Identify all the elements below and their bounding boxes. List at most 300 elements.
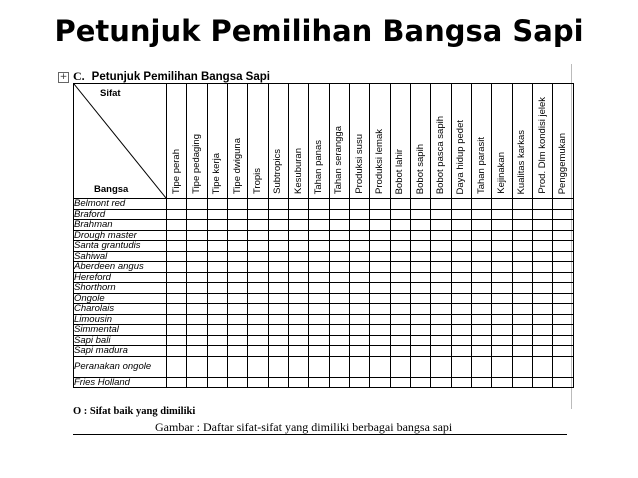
trait-cell[interactable] — [390, 262, 410, 273]
trait-cell[interactable] — [492, 241, 512, 252]
trait-cell[interactable] — [553, 314, 574, 325]
trait-cell[interactable] — [492, 262, 512, 273]
trait-cell[interactable] — [187, 377, 207, 388]
trait-cell[interactable] — [166, 230, 186, 241]
trait-cell[interactable] — [248, 220, 268, 231]
trait-cell[interactable] — [553, 356, 574, 377]
trait-cell[interactable] — [472, 377, 492, 388]
trait-cell[interactable] — [410, 283, 430, 294]
trait-cell[interactable] — [227, 304, 247, 315]
trait-cell[interactable] — [492, 314, 512, 325]
trait-cell[interactable] — [166, 314, 186, 325]
trait-cell[interactable] — [410, 314, 430, 325]
trait-cell[interactable] — [349, 346, 369, 357]
trait-cell[interactable] — [451, 356, 471, 377]
trait-cell[interactable] — [472, 283, 492, 294]
trait-cell[interactable] — [248, 356, 268, 377]
trait-cell[interactable] — [166, 325, 186, 336]
trait-cell[interactable] — [207, 199, 227, 210]
trait-cell[interactable] — [349, 262, 369, 273]
trait-cell[interactable] — [166, 346, 186, 357]
trait-cell[interactable] — [410, 304, 430, 315]
trait-cell[interactable] — [227, 293, 247, 304]
trait-cell[interactable] — [227, 283, 247, 294]
trait-cell[interactable] — [349, 335, 369, 346]
trait-cell[interactable] — [309, 356, 329, 377]
trait-cell[interactable] — [553, 241, 574, 252]
trait-cell[interactable] — [248, 251, 268, 262]
trait-cell[interactable] — [431, 304, 451, 315]
trait-cell[interactable] — [492, 304, 512, 315]
trait-cell[interactable] — [248, 304, 268, 315]
trait-cell[interactable] — [472, 335, 492, 346]
trait-cell[interactable] — [370, 241, 390, 252]
trait-cell[interactable] — [309, 199, 329, 210]
trait-cell[interactable] — [451, 230, 471, 241]
trait-cell[interactable] — [553, 220, 574, 231]
trait-cell[interactable] — [492, 283, 512, 294]
trait-cell[interactable] — [227, 230, 247, 241]
trait-cell[interactable] — [553, 230, 574, 241]
trait-cell[interactable] — [227, 314, 247, 325]
trait-cell[interactable] — [451, 241, 471, 252]
trait-cell[interactable] — [553, 209, 574, 220]
trait-cell[interactable] — [268, 220, 288, 231]
trait-cell[interactable] — [512, 356, 532, 377]
trait-cell[interactable] — [390, 283, 410, 294]
trait-cell[interactable] — [329, 262, 349, 273]
trait-cell[interactable] — [451, 262, 471, 273]
trait-cell[interactable] — [349, 209, 369, 220]
trait-cell[interactable] — [166, 356, 186, 377]
trait-cell[interactable] — [329, 272, 349, 283]
trait-cell[interactable] — [512, 199, 532, 210]
trait-cell[interactable] — [268, 209, 288, 220]
trait-cell[interactable] — [370, 209, 390, 220]
trait-cell[interactable] — [329, 304, 349, 315]
trait-cell[interactable] — [187, 356, 207, 377]
trait-cell[interactable] — [166, 241, 186, 252]
trait-cell[interactable] — [492, 220, 512, 231]
trait-cell[interactable] — [370, 377, 390, 388]
trait-cell[interactable] — [349, 325, 369, 336]
trait-cell[interactable] — [410, 262, 430, 273]
trait-cell[interactable] — [472, 325, 492, 336]
trait-cell[interactable] — [492, 325, 512, 336]
trait-cell[interactable] — [288, 325, 308, 336]
trait-cell[interactable] — [472, 304, 492, 315]
trait-cell[interactable] — [390, 325, 410, 336]
trait-cell[interactable] — [533, 209, 553, 220]
trait-cell[interactable] — [533, 251, 553, 262]
trait-cell[interactable] — [553, 199, 574, 210]
trait-cell[interactable] — [390, 377, 410, 388]
trait-cell[interactable] — [207, 304, 227, 315]
trait-cell[interactable] — [329, 314, 349, 325]
trait-cell[interactable] — [370, 283, 390, 294]
trait-cell[interactable] — [390, 304, 410, 315]
trait-cell[interactable] — [248, 209, 268, 220]
trait-cell[interactable] — [329, 335, 349, 346]
trait-cell[interactable] — [288, 262, 308, 273]
trait-cell[interactable] — [166, 251, 186, 262]
trait-cell[interactable] — [451, 314, 471, 325]
trait-cell[interactable] — [166, 377, 186, 388]
trait-cell[interactable] — [370, 346, 390, 357]
trait-cell[interactable] — [248, 262, 268, 273]
trait-cell[interactable] — [512, 272, 532, 283]
trait-cell[interactable] — [349, 241, 369, 252]
trait-cell[interactable] — [390, 346, 410, 357]
trait-cell[interactable] — [492, 199, 512, 210]
trait-cell[interactable] — [268, 199, 288, 210]
trait-cell[interactable] — [207, 241, 227, 252]
trait-cell[interactable] — [553, 272, 574, 283]
trait-cell[interactable] — [329, 346, 349, 357]
trait-cell[interactable] — [309, 272, 329, 283]
trait-cell[interactable] — [533, 293, 553, 304]
trait-cell[interactable] — [329, 209, 349, 220]
trait-cell[interactable] — [410, 199, 430, 210]
trait-cell[interactable] — [187, 199, 207, 210]
trait-cell[interactable] — [390, 209, 410, 220]
trait-cell[interactable] — [512, 230, 532, 241]
trait-cell[interactable] — [431, 346, 451, 357]
trait-cell[interactable] — [309, 346, 329, 357]
trait-cell[interactable] — [512, 220, 532, 231]
trait-cell[interactable] — [472, 293, 492, 304]
trait-cell[interactable] — [268, 346, 288, 357]
trait-cell[interactable] — [166, 293, 186, 304]
trait-cell[interactable] — [512, 209, 532, 220]
trait-cell[interactable] — [370, 199, 390, 210]
trait-cell[interactable] — [268, 325, 288, 336]
trait-cell[interactable] — [309, 283, 329, 294]
trait-cell[interactable] — [309, 230, 329, 241]
trait-cell[interactable] — [533, 283, 553, 294]
trait-cell[interactable] — [410, 293, 430, 304]
trait-cell[interactable] — [207, 272, 227, 283]
trait-cell[interactable] — [207, 314, 227, 325]
trait-cell[interactable] — [288, 346, 308, 357]
trait-cell[interactable] — [451, 199, 471, 210]
trait-cell[interactable] — [492, 377, 512, 388]
trait-cell[interactable] — [431, 283, 451, 294]
trait-cell[interactable] — [268, 272, 288, 283]
trait-cell[interactable] — [309, 293, 329, 304]
trait-cell[interactable] — [187, 283, 207, 294]
trait-cell[interactable] — [553, 325, 574, 336]
trait-cell[interactable] — [288, 314, 308, 325]
trait-cell[interactable] — [451, 335, 471, 346]
trait-cell[interactable] — [207, 251, 227, 262]
trait-cell[interactable] — [533, 262, 553, 273]
trait-cell[interactable] — [248, 199, 268, 210]
trait-cell[interactable] — [187, 230, 207, 241]
trait-cell[interactable] — [472, 209, 492, 220]
trait-cell[interactable] — [329, 283, 349, 294]
trait-cell[interactable] — [492, 293, 512, 304]
trait-cell[interactable] — [431, 241, 451, 252]
trait-cell[interactable] — [329, 230, 349, 241]
trait-cell[interactable] — [207, 220, 227, 231]
trait-cell[interactable] — [553, 346, 574, 357]
trait-cell[interactable] — [288, 251, 308, 262]
trait-cell[interactable] — [349, 199, 369, 210]
trait-cell[interactable] — [431, 251, 451, 262]
trait-cell[interactable] — [248, 272, 268, 283]
trait-cell[interactable] — [431, 230, 451, 241]
trait-cell[interactable] — [472, 346, 492, 357]
trait-cell[interactable] — [553, 293, 574, 304]
trait-cell[interactable] — [451, 272, 471, 283]
trait-cell[interactable] — [349, 293, 369, 304]
trait-cell[interactable] — [390, 199, 410, 210]
trait-cell[interactable] — [431, 272, 451, 283]
trait-cell[interactable] — [329, 356, 349, 377]
trait-cell[interactable] — [227, 377, 247, 388]
trait-cell[interactable] — [227, 325, 247, 336]
trait-cell[interactable] — [370, 314, 390, 325]
trait-cell[interactable] — [268, 262, 288, 273]
trait-cell[interactable] — [431, 314, 451, 325]
trait-cell[interactable] — [288, 199, 308, 210]
trait-cell[interactable] — [370, 272, 390, 283]
trait-cell[interactable] — [288, 304, 308, 315]
trait-cell[interactable] — [187, 220, 207, 231]
trait-cell[interactable] — [309, 314, 329, 325]
trait-cell[interactable] — [472, 314, 492, 325]
trait-cell[interactable] — [492, 356, 512, 377]
trait-cell[interactable] — [227, 356, 247, 377]
trait-cell[interactable] — [227, 251, 247, 262]
trait-cell[interactable] — [187, 335, 207, 346]
trait-cell[interactable] — [166, 209, 186, 220]
trait-cell[interactable] — [390, 230, 410, 241]
trait-cell[interactable] — [187, 314, 207, 325]
trait-cell[interactable] — [472, 262, 492, 273]
trait-cell[interactable] — [288, 209, 308, 220]
trait-cell[interactable] — [451, 283, 471, 294]
trait-cell[interactable] — [390, 314, 410, 325]
trait-cell[interactable] — [288, 272, 308, 283]
trait-cell[interactable] — [309, 325, 329, 336]
trait-cell[interactable] — [451, 251, 471, 262]
trait-cell[interactable] — [207, 283, 227, 294]
trait-cell[interactable] — [512, 304, 532, 315]
trait-cell[interactable] — [166, 262, 186, 273]
trait-cell[interactable] — [410, 220, 430, 231]
trait-cell[interactable] — [349, 304, 369, 315]
trait-cell[interactable] — [268, 377, 288, 388]
trait-cell[interactable] — [410, 377, 430, 388]
trait-cell[interactable] — [309, 304, 329, 315]
trait-cell[interactable] — [431, 325, 451, 336]
trait-cell[interactable] — [187, 325, 207, 336]
trait-cell[interactable] — [533, 325, 553, 336]
trait-cell[interactable] — [553, 262, 574, 273]
trait-cell[interactable] — [472, 230, 492, 241]
trait-cell[interactable] — [187, 251, 207, 262]
trait-cell[interactable] — [207, 346, 227, 357]
trait-cell[interactable] — [349, 220, 369, 231]
trait-cell[interactable] — [370, 325, 390, 336]
trait-cell[interactable] — [431, 209, 451, 220]
trait-cell[interactable] — [288, 230, 308, 241]
trait-cell[interactable] — [227, 262, 247, 273]
trait-cell[interactable] — [472, 356, 492, 377]
trait-cell[interactable] — [268, 335, 288, 346]
trait-cell[interactable] — [410, 346, 430, 357]
trait-cell[interactable] — [207, 209, 227, 220]
trait-cell[interactable] — [207, 356, 227, 377]
trait-cell[interactable] — [451, 346, 471, 357]
trait-cell[interactable] — [309, 251, 329, 262]
trait-cell[interactable] — [533, 377, 553, 388]
trait-cell[interactable] — [553, 251, 574, 262]
trait-cell[interactable] — [166, 283, 186, 294]
trait-cell[interactable] — [166, 220, 186, 231]
trait-cell[interactable] — [309, 209, 329, 220]
trait-cell[interactable] — [410, 209, 430, 220]
trait-cell[interactable] — [533, 346, 553, 357]
trait-cell[interactable] — [431, 356, 451, 377]
trait-cell[interactable] — [349, 272, 369, 283]
trait-cell[interactable] — [309, 335, 329, 346]
trait-cell[interactable] — [309, 241, 329, 252]
trait-cell[interactable] — [248, 335, 268, 346]
trait-cell[interactable] — [166, 272, 186, 283]
trait-cell[interactable] — [451, 209, 471, 220]
trait-cell[interactable] — [410, 230, 430, 241]
trait-cell[interactable] — [533, 314, 553, 325]
trait-cell[interactable] — [329, 199, 349, 210]
trait-cell[interactable] — [268, 304, 288, 315]
trait-cell[interactable] — [268, 356, 288, 377]
trait-cell[interactable] — [431, 220, 451, 231]
trait-cell[interactable] — [410, 356, 430, 377]
trait-cell[interactable] — [533, 220, 553, 231]
trait-cell[interactable] — [431, 293, 451, 304]
trait-cell[interactable] — [187, 241, 207, 252]
trait-cell[interactable] — [288, 220, 308, 231]
trait-cell[interactable] — [207, 230, 227, 241]
trait-cell[interactable] — [227, 220, 247, 231]
trait-cell[interactable] — [451, 304, 471, 315]
trait-cell[interactable] — [329, 251, 349, 262]
trait-cell[interactable] — [390, 251, 410, 262]
trait-cell[interactable] — [492, 346, 512, 357]
trait-cell[interactable] — [329, 220, 349, 231]
trait-cell[interactable] — [370, 356, 390, 377]
trait-cell[interactable] — [268, 293, 288, 304]
trait-cell[interactable] — [268, 283, 288, 294]
trait-cell[interactable] — [227, 346, 247, 357]
trait-cell[interactable] — [512, 325, 532, 336]
trait-cell[interactable] — [553, 335, 574, 346]
trait-cell[interactable] — [288, 377, 308, 388]
trait-cell[interactable] — [533, 230, 553, 241]
trait-cell[interactable] — [533, 304, 553, 315]
trait-cell[interactable] — [410, 241, 430, 252]
trait-cell[interactable] — [533, 335, 553, 346]
trait-cell[interactable] — [492, 335, 512, 346]
trait-cell[interactable] — [227, 241, 247, 252]
trait-cell[interactable] — [370, 293, 390, 304]
trait-cell[interactable] — [533, 272, 553, 283]
trait-cell[interactable] — [207, 335, 227, 346]
trait-cell[interactable] — [166, 335, 186, 346]
trait-cell[interactable] — [166, 304, 186, 315]
trait-cell[interactable] — [349, 283, 369, 294]
trait-cell[interactable] — [309, 220, 329, 231]
trait-cell[interactable] — [187, 293, 207, 304]
trait-cell[interactable] — [512, 262, 532, 273]
move-handle-icon[interactable]: + — [59, 72, 68, 82]
trait-cell[interactable] — [268, 314, 288, 325]
trait-cell[interactable] — [492, 251, 512, 262]
trait-cell[interactable] — [390, 220, 410, 231]
trait-cell[interactable] — [349, 377, 369, 388]
trait-cell[interactable] — [370, 304, 390, 315]
trait-cell[interactable] — [390, 335, 410, 346]
trait-cell[interactable] — [207, 325, 227, 336]
trait-cell[interactable] — [329, 241, 349, 252]
trait-cell[interactable] — [512, 251, 532, 262]
trait-cell[interactable] — [288, 293, 308, 304]
trait-cell[interactable] — [370, 262, 390, 273]
trait-cell[interactable] — [288, 241, 308, 252]
trait-cell[interactable] — [512, 241, 532, 252]
trait-cell[interactable] — [512, 293, 532, 304]
trait-cell[interactable] — [370, 251, 390, 262]
trait-cell[interactable] — [187, 209, 207, 220]
trait-cell[interactable] — [288, 356, 308, 377]
trait-cell[interactable] — [207, 293, 227, 304]
trait-cell[interactable] — [410, 251, 430, 262]
trait-cell[interactable] — [248, 377, 268, 388]
trait-cell[interactable] — [370, 335, 390, 346]
trait-cell[interactable] — [370, 230, 390, 241]
trait-cell[interactable] — [451, 220, 471, 231]
trait-cell[interactable] — [512, 346, 532, 357]
trait-cell[interactable] — [349, 356, 369, 377]
trait-cell[interactable] — [227, 209, 247, 220]
trait-cell[interactable] — [390, 272, 410, 283]
trait-cell[interactable] — [410, 335, 430, 346]
trait-cell[interactable] — [187, 262, 207, 273]
trait-cell[interactable] — [349, 251, 369, 262]
trait-cell[interactable] — [329, 377, 349, 388]
trait-cell[interactable] — [553, 377, 574, 388]
trait-cell[interactable] — [533, 356, 553, 377]
trait-cell[interactable] — [390, 356, 410, 377]
trait-cell[interactable] — [451, 293, 471, 304]
trait-cell[interactable] — [492, 209, 512, 220]
trait-cell[interactable] — [431, 262, 451, 273]
trait-cell[interactable] — [533, 199, 553, 210]
trait-cell[interactable] — [472, 241, 492, 252]
trait-cell[interactable] — [187, 272, 207, 283]
trait-cell[interactable] — [248, 346, 268, 357]
trait-cell[interactable] — [207, 262, 227, 273]
trait-cell[interactable] — [248, 293, 268, 304]
trait-cell[interactable] — [553, 304, 574, 315]
trait-cell[interactable] — [166, 199, 186, 210]
trait-cell[interactable] — [512, 335, 532, 346]
trait-cell[interactable] — [227, 335, 247, 346]
trait-cell[interactable] — [187, 346, 207, 357]
